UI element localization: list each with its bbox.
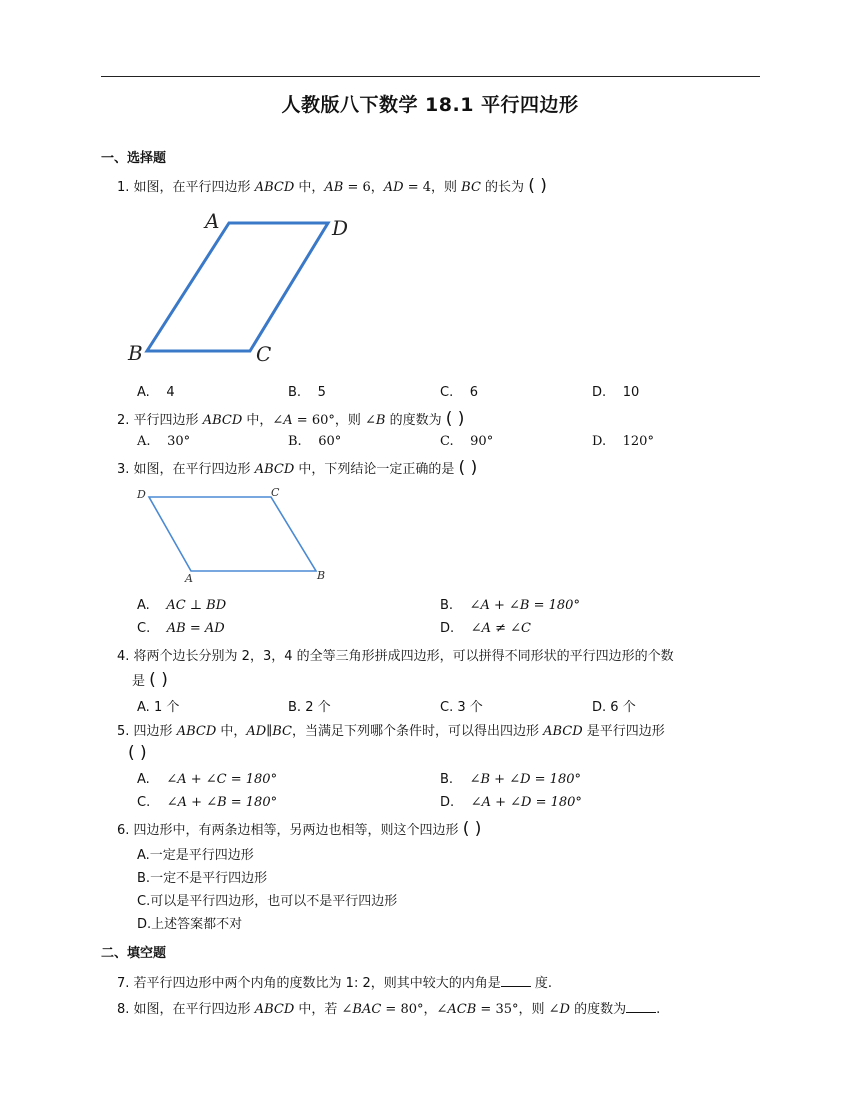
q5-text-1: 四边形 xyxy=(133,724,177,739)
q3-parallelogram-shape xyxy=(149,497,316,571)
q3-number: 3. xyxy=(117,462,130,477)
header-rule xyxy=(101,76,760,77)
q1-math-1: ABCD xyxy=(254,180,295,195)
q3-text-1: 如图，在平行四边形 xyxy=(133,462,255,477)
q3-math-1: ABCD xyxy=(254,462,295,477)
q4-number: 4. xyxy=(117,649,130,664)
q2-option-c[interactable]: C. 90° xyxy=(440,434,494,449)
question-1 xyxy=(117,176,547,196)
q2-option-a[interactable]: A. 30° xyxy=(137,434,191,449)
q3-text-2: 中，下列结论一定正确的是 xyxy=(294,462,455,477)
q5-math-3: ABCD xyxy=(543,724,583,739)
q5-option-b[interactable]: B. ∠B + ∠D = 180° xyxy=(440,772,581,787)
q6-text-1: 四边形中，有两条边相等，另两边也相等，则这个四边形 xyxy=(133,823,459,838)
q5-answer-paren[interactable]: ( ) xyxy=(128,743,147,763)
q8-text-1: 如图，在平行四边形 xyxy=(133,1002,255,1017)
question-7 xyxy=(117,972,552,991)
q1-answer-paren[interactable]: ( ) xyxy=(528,176,547,196)
q1-label-b: B xyxy=(128,341,143,365)
q2-text-1: 平行四边形 xyxy=(133,413,203,428)
q5-math-1: ABCD xyxy=(176,724,217,739)
q1-label-c: C xyxy=(256,342,272,366)
q7-text-1: 若平行四边形中两个内角的度数比为 1: 2，则其中较大的内角是 xyxy=(133,976,501,991)
q1-label-d: D xyxy=(332,216,349,240)
q3-option-c[interactable]: C. AB = AD xyxy=(137,621,225,636)
q2-option-d[interactable]: D. 120° xyxy=(592,434,654,449)
q5-text-3: ，当满足下列哪个条件时，可以得出四边形 xyxy=(291,724,544,739)
q7-answer-blank[interactable] xyxy=(501,974,531,987)
q5-option-c[interactable]: C. ∠A + ∠B = 180° xyxy=(137,795,278,810)
q4-text-1: 将两个边长分别为 2，3，4 的全等三角形拼成四边形，可以拼得不同形状的平行四边形的个数 xyxy=(133,649,674,664)
q8-math-3: = 80°， xyxy=(381,1002,437,1017)
q6-option-b[interactable]: B.一定不是平行四边形 xyxy=(137,871,268,886)
q6-option-a[interactable]: A.一定是平行四边形 xyxy=(137,848,254,863)
q3-option-b[interactable]: B. ∠A + ∠B = 180° xyxy=(440,598,580,613)
question-5 xyxy=(117,720,665,739)
q1-text-2: 中， xyxy=(294,180,325,195)
q1-option-c[interactable]: C. 6 xyxy=(440,385,479,400)
q4-option-d[interactable]: D. 6 个 xyxy=(592,700,636,715)
page-title: 人教版八下数学 18.1 平行四边形 xyxy=(281,94,579,116)
q1-option-d[interactable]: D. 10 xyxy=(592,385,640,400)
q1-math-5: = 4，则 xyxy=(403,180,462,195)
q8-math-2: ∠BAC xyxy=(341,1002,382,1017)
q3-answer-paren[interactable]: ( ) xyxy=(458,458,478,478)
q5-number: 5. xyxy=(117,724,130,739)
q1-option-a[interactable]: A. 4 xyxy=(137,385,175,400)
q6-number: 6. xyxy=(117,823,130,838)
q3-label-a: A xyxy=(185,572,193,584)
q6-answer-paren[interactable]: ( ) xyxy=(462,819,482,839)
q8-math-6: ∠D xyxy=(548,1002,570,1017)
question-4 xyxy=(117,645,674,664)
question-8 xyxy=(117,998,660,1017)
question-6 xyxy=(117,819,481,839)
q7-number: 7. xyxy=(117,976,130,991)
q1-math-4: AD xyxy=(383,180,404,195)
question-5-cont xyxy=(128,743,147,763)
q5-math-2: AD∥BC xyxy=(246,724,292,739)
q3-label-b: B xyxy=(317,569,326,582)
q2-option-b[interactable]: B. 60° xyxy=(288,434,342,449)
q3-option-d[interactable]: D. ∠A ≠ ∠C xyxy=(440,621,531,636)
q1-math-3: = 6， xyxy=(343,180,384,195)
q2-math-2: ∠A xyxy=(272,413,293,428)
q1-option-b[interactable]: B. 5 xyxy=(288,385,326,400)
q4-text-2: 是 xyxy=(132,674,146,689)
q8-number: 8. xyxy=(117,1002,130,1017)
q6-option-d[interactable]: D.上述答案都不对 xyxy=(137,917,243,932)
q1-parallelogram-shape xyxy=(147,223,328,351)
q2-text-3: 的度数为 xyxy=(385,413,442,428)
q5-text-2: 中， xyxy=(216,724,247,739)
q8-text-2: 中，若 xyxy=(294,1002,342,1017)
q2-math-3: = 60°，则 xyxy=(292,413,366,428)
q8-math-4: ∠ACB xyxy=(436,1002,477,1017)
q2-math-1: ABCD xyxy=(202,413,243,428)
q3-option-a[interactable]: A. AC ⊥ BD xyxy=(137,598,227,613)
q1-math-6: BC xyxy=(461,180,481,195)
q2-text-2: 中， xyxy=(242,413,273,428)
q4-option-c[interactable]: C. 3 个 xyxy=(440,700,483,715)
q2-math-4: ∠B xyxy=(365,413,386,428)
q1-text-3: 的长为 xyxy=(480,180,525,195)
question-4-cont xyxy=(132,670,168,690)
section-heading-choice: 一、选择题 xyxy=(101,151,167,166)
q4-option-a[interactable]: A. 1 个 xyxy=(137,700,180,715)
q1-number: 1. xyxy=(117,180,130,195)
q5-option-d[interactable]: D. ∠A + ∠D = 180° xyxy=(440,795,582,810)
q5-text-4: 是平行四边形 xyxy=(582,724,665,739)
q1-label-a: A xyxy=(205,209,220,233)
q1-parallelogram-figure xyxy=(125,205,365,375)
question-3 xyxy=(117,458,477,478)
q1-text-1: 如图，在平行四边形 xyxy=(133,180,255,195)
q8-text-4: . xyxy=(656,1002,661,1017)
q1-math-2: AB xyxy=(324,180,344,195)
q4-option-b[interactable]: B. 2 个 xyxy=(288,700,331,715)
section-heading-fill: 二、填空题 xyxy=(101,946,167,961)
q8-answer-blank[interactable] xyxy=(626,1000,656,1013)
q2-number: 2. xyxy=(117,413,130,428)
q6-option-c[interactable]: C.可以是平行四边形，也可以不是平行四边形 xyxy=(137,894,398,909)
q3-label-c: C xyxy=(271,486,280,499)
q2-answer-paren[interactable]: ( ) xyxy=(445,409,465,429)
q5-option-a[interactable]: A. ∠A + ∠C = 180° xyxy=(137,772,278,787)
q8-math-1: ABCD xyxy=(254,1002,295,1017)
question-2 xyxy=(117,409,464,429)
q8-text-3: 的度数为 xyxy=(569,1002,627,1017)
q3-parallelogram-figure xyxy=(133,484,343,584)
q4-answer-paren[interactable]: ( ) xyxy=(149,670,168,690)
q3-label-d: D xyxy=(137,488,146,501)
q8-math-5: = 35°，则 xyxy=(476,1002,549,1017)
q7-text-2: 度. xyxy=(530,976,552,991)
